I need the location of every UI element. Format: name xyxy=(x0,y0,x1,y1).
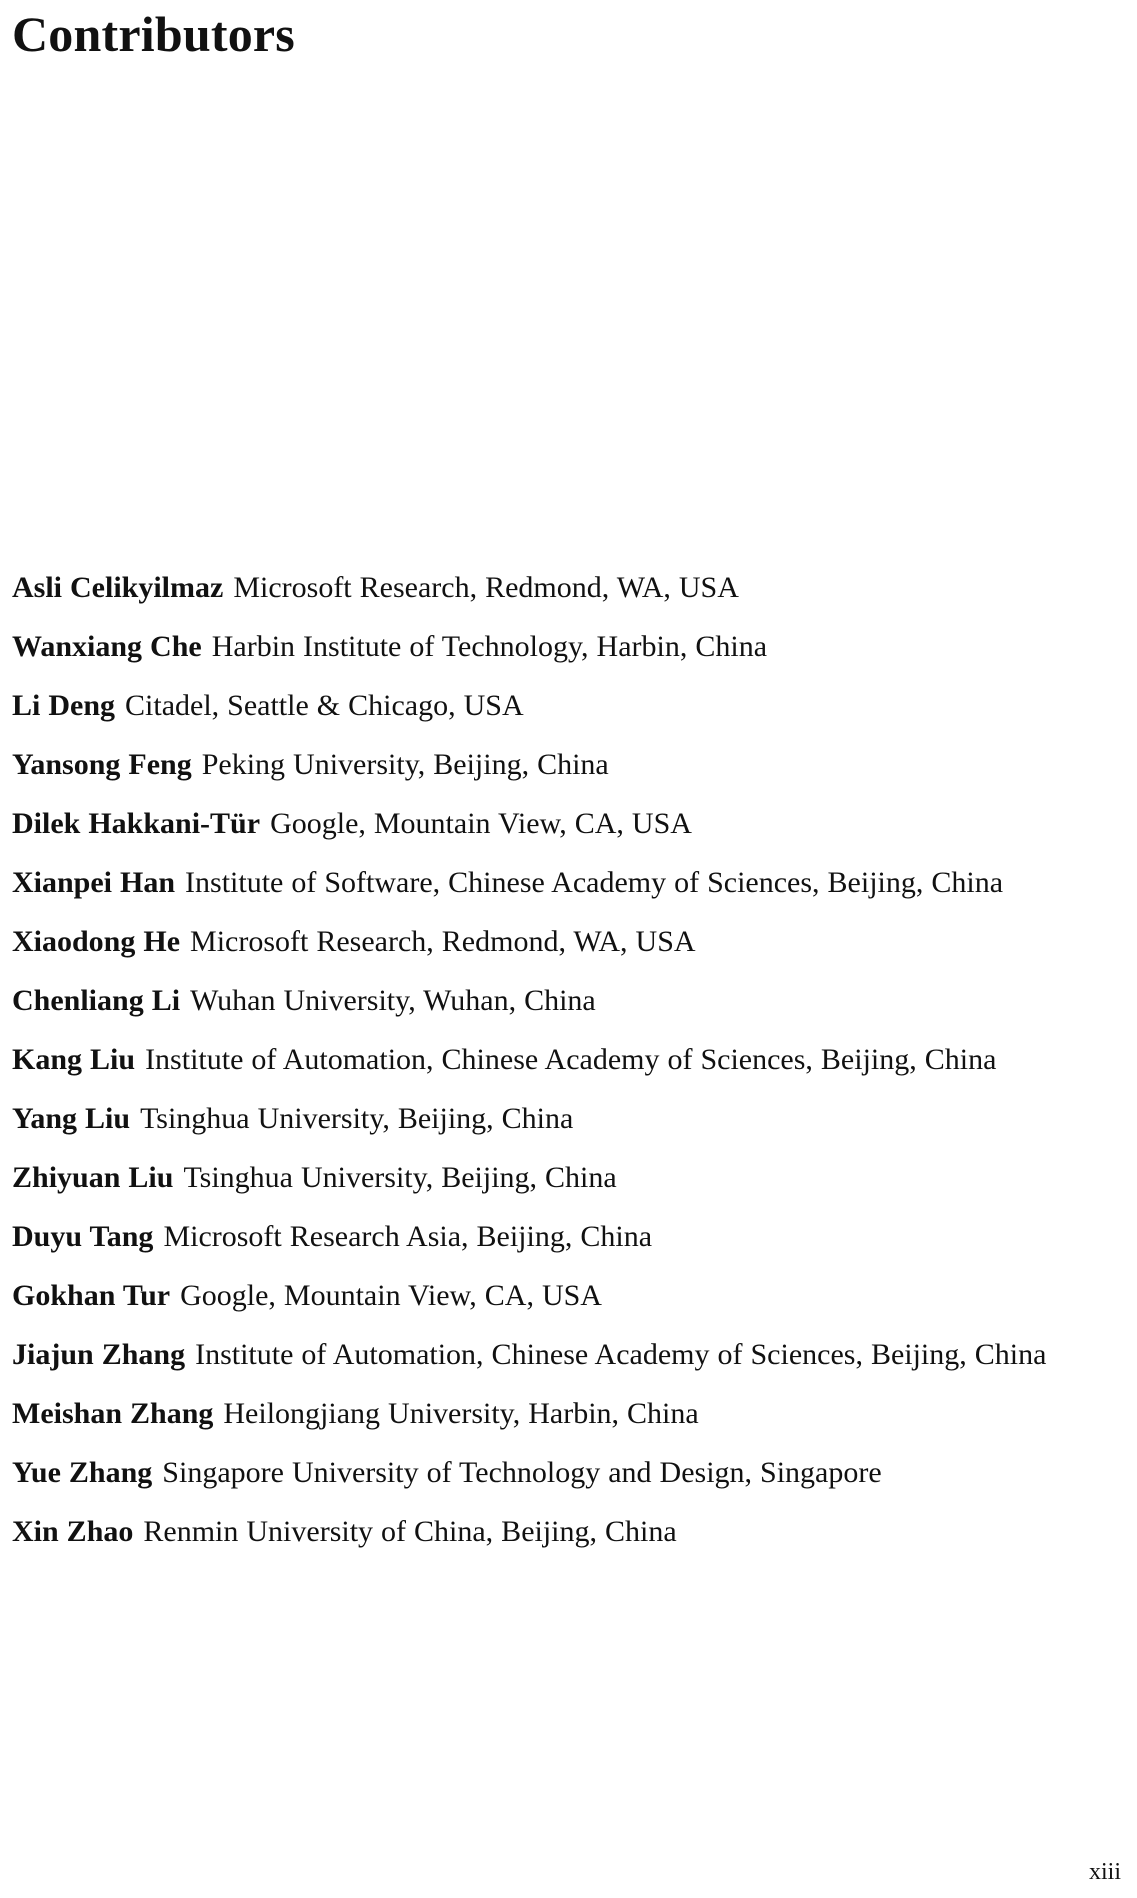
page-number: xiii xyxy=(1088,1859,1121,1885)
contributor-affiliation: Google, Mountain View, CA, USA xyxy=(270,807,692,840)
contributor-entry xyxy=(12,1276,1122,1316)
contributor-name: Chenliang Li xyxy=(12,984,181,1017)
contributor-affiliation: Google, Mountain View, CA, USA xyxy=(180,1279,602,1312)
contributor-entry xyxy=(12,1099,1122,1139)
contributor-name: Kang Liu xyxy=(12,1043,136,1076)
contributor-name: Yang Liu xyxy=(12,1102,131,1135)
contributor-name: Wanxiang Che xyxy=(12,630,202,663)
contributor-list xyxy=(12,568,1122,1571)
contributor-affiliation: Heilongjiang University, Harbin, China xyxy=(223,1397,699,1430)
contributor-affiliation: Tsinghua University, Beijing, China xyxy=(183,1161,617,1194)
contributor-affiliation: Harbin Institute of Technology, Harbin, China xyxy=(211,630,768,663)
contributor-name: Dilek Hakkani-Tür xyxy=(12,807,261,840)
contributor-entry xyxy=(12,1040,1122,1080)
contributor-entry xyxy=(12,981,1122,1021)
contributor-name: Duyu Tang xyxy=(12,1220,154,1253)
contributor-name: Xianpei Han xyxy=(12,866,176,899)
contributor-affiliation: Singapore University of Technology and Design, Singapore xyxy=(162,1456,882,1489)
contributor-entry xyxy=(12,568,1122,608)
contributor-name: Meishan Zhang xyxy=(12,1397,214,1430)
contributor-entry xyxy=(12,1394,1122,1434)
contributor-name: Asli Celikyilmaz xyxy=(12,571,224,604)
contributor-entry xyxy=(12,627,1122,667)
contributor-entry xyxy=(12,1158,1122,1198)
contributor-name: Jiajun Zhang xyxy=(12,1338,186,1371)
contributor-affiliation: Microsoft Research, Redmond, WA, USA xyxy=(233,571,739,604)
contributor-entry xyxy=(12,863,1122,903)
contributor-affiliation: Microsoft Research, Redmond, WA, USA xyxy=(190,925,696,958)
contributor-entry xyxy=(12,1335,1122,1375)
contributor-name: Xin Zhao xyxy=(12,1515,134,1548)
contributor-affiliation: Institute of Automation, Chinese Academy of Sciences, Beijing, China xyxy=(145,1043,997,1076)
contributor-entry xyxy=(12,745,1122,785)
contributor-entry xyxy=(12,922,1122,962)
contributor-affiliation: Microsoft Research Asia, Beijing, China xyxy=(163,1220,653,1253)
contributor-name: Yansong Feng xyxy=(12,748,192,781)
contributor-name: Yue Zhang xyxy=(12,1456,153,1489)
contributor-entry xyxy=(12,1453,1122,1493)
contributor-entry xyxy=(12,1512,1122,1552)
contributor-entry xyxy=(12,804,1122,844)
page-title: Contributors xyxy=(12,6,295,62)
contributor-name: Li Deng xyxy=(12,689,116,722)
contributor-affiliation: Institute of Software, Chinese Academy of Sciences, Beijing, China xyxy=(185,866,1004,899)
contributor-affiliation: Citadel, Seattle & Chicago, USA xyxy=(125,689,524,722)
contributor-entry xyxy=(12,686,1122,726)
contributor-affiliation: Tsinghua University, Beijing, China xyxy=(140,1102,574,1135)
contributor-affiliation: Wuhan University, Wuhan, China xyxy=(190,984,596,1017)
contributor-entry xyxy=(12,1217,1122,1257)
contributor-name: Xiaodong He xyxy=(12,925,181,958)
contributor-affiliation: Institute of Automation, Chinese Academy of Sciences, Beijing, China xyxy=(195,1338,1047,1371)
contributor-name: Gokhan Tur xyxy=(12,1279,171,1312)
contributor-affiliation: Renmin University of China, Beijing, China xyxy=(143,1515,677,1548)
contributor-affiliation: Peking University, Beijing, China xyxy=(201,748,609,781)
contributor-name: Zhiyuan Liu xyxy=(12,1161,174,1194)
